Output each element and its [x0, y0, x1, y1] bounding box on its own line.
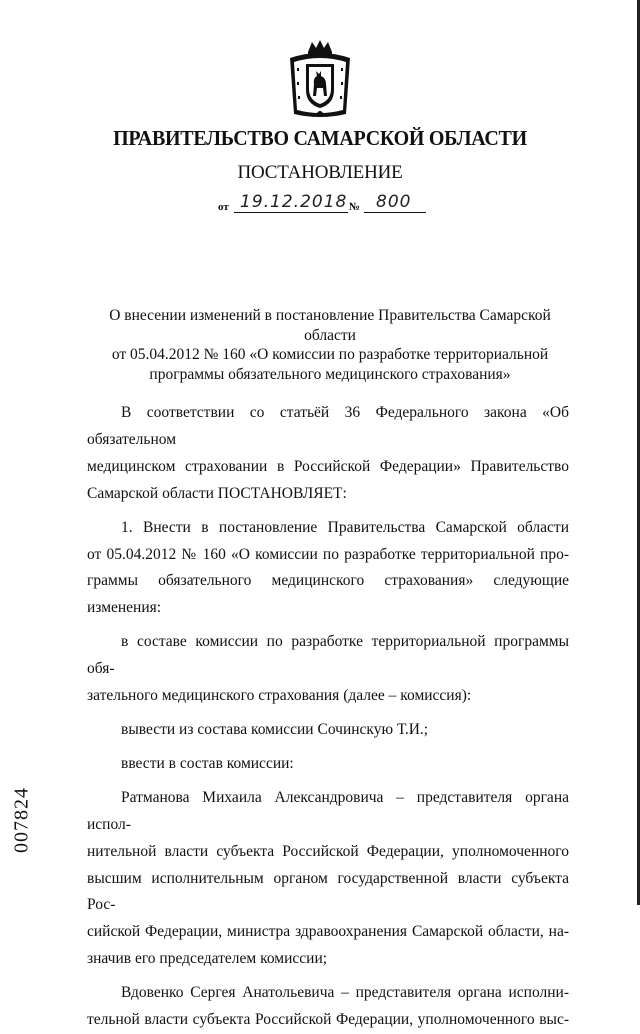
date-prefix: от: [218, 201, 229, 213]
document-body: [87, 400, 569, 1034]
heading-line: О внесении изменений в постановление Правительства Самарской области: [109, 307, 551, 344]
body-line: вывести из состава комиссии Сочинскую Т.И.;: [121, 720, 429, 738]
number-prefix: №: [349, 201, 361, 213]
date-number-line: [218, 192, 438, 216]
body-line: ввести в состав комиссии:: [121, 754, 294, 772]
body-line: граммы обязательного медицинского страхования» следующие изменения:: [87, 572, 569, 617]
body-line: 1. Внести в постановление Правительства Самарской области: [121, 518, 569, 536]
body-line: значив его председателем комиссии;: [87, 950, 328, 968]
coat-of-arms-icon: [286, 38, 354, 118]
handwritten-number: 800: [376, 192, 412, 212]
body-line: в составе комиссии по разработке территориальной программы обя-: [87, 633, 569, 678]
margin-stamp-number: 007824: [10, 787, 33, 853]
document-type: ПОСТАНОВЛЕНИЕ: [237, 162, 403, 183]
body-line: Вдовенко Сергея Анатольевича – представителя органа исполни-: [121, 984, 569, 1002]
heading-line: программы обязательного медицинского страхования»: [149, 365, 511, 383]
body-line: медицинском страховании в Российской Федерации» Правительство: [87, 457, 569, 475]
heading-line: от 05.04.2012 № 160 «О комиссии по разработке территориальной: [111, 346, 549, 363]
body-line: Самарской области ПОСТАНОВЛЯЕТ:: [87, 484, 347, 502]
body-line: сийской Федерации, министра здравоохранения Самарской области, на-: [87, 923, 569, 941]
body-line: В соответствии со статьёй 36 Федерального закона «Об обязательном: [87, 404, 569, 448]
body-line: нительной власти субъекта Российской Федерации, уполномоченного: [87, 842, 569, 860]
government-title: ПРАВИТЕЛЬСТВО САМАРСКОЙ ОБЛАСТИ: [113, 126, 527, 150]
body-line: высшим исполнительным органом государственной власти субъекта Рос-: [87, 869, 569, 914]
body-line: зательного медицинского страхования (далее – комиссия):: [87, 687, 472, 705]
margin-stamp: [2, 770, 42, 870]
body-line: тельной власти субъекта Российской Федерации, уполномоченного выс-: [87, 1011, 569, 1029]
handwritten-date: 19.12.2018: [240, 192, 348, 212]
body-line: от 05.04.2012 № 160 «О комиссии по разработке территориальной про-: [87, 545, 569, 563]
body-line: Ратманова Михаила Александровича – представителя органа испол-: [87, 788, 569, 833]
document-heading: [90, 306, 570, 384]
